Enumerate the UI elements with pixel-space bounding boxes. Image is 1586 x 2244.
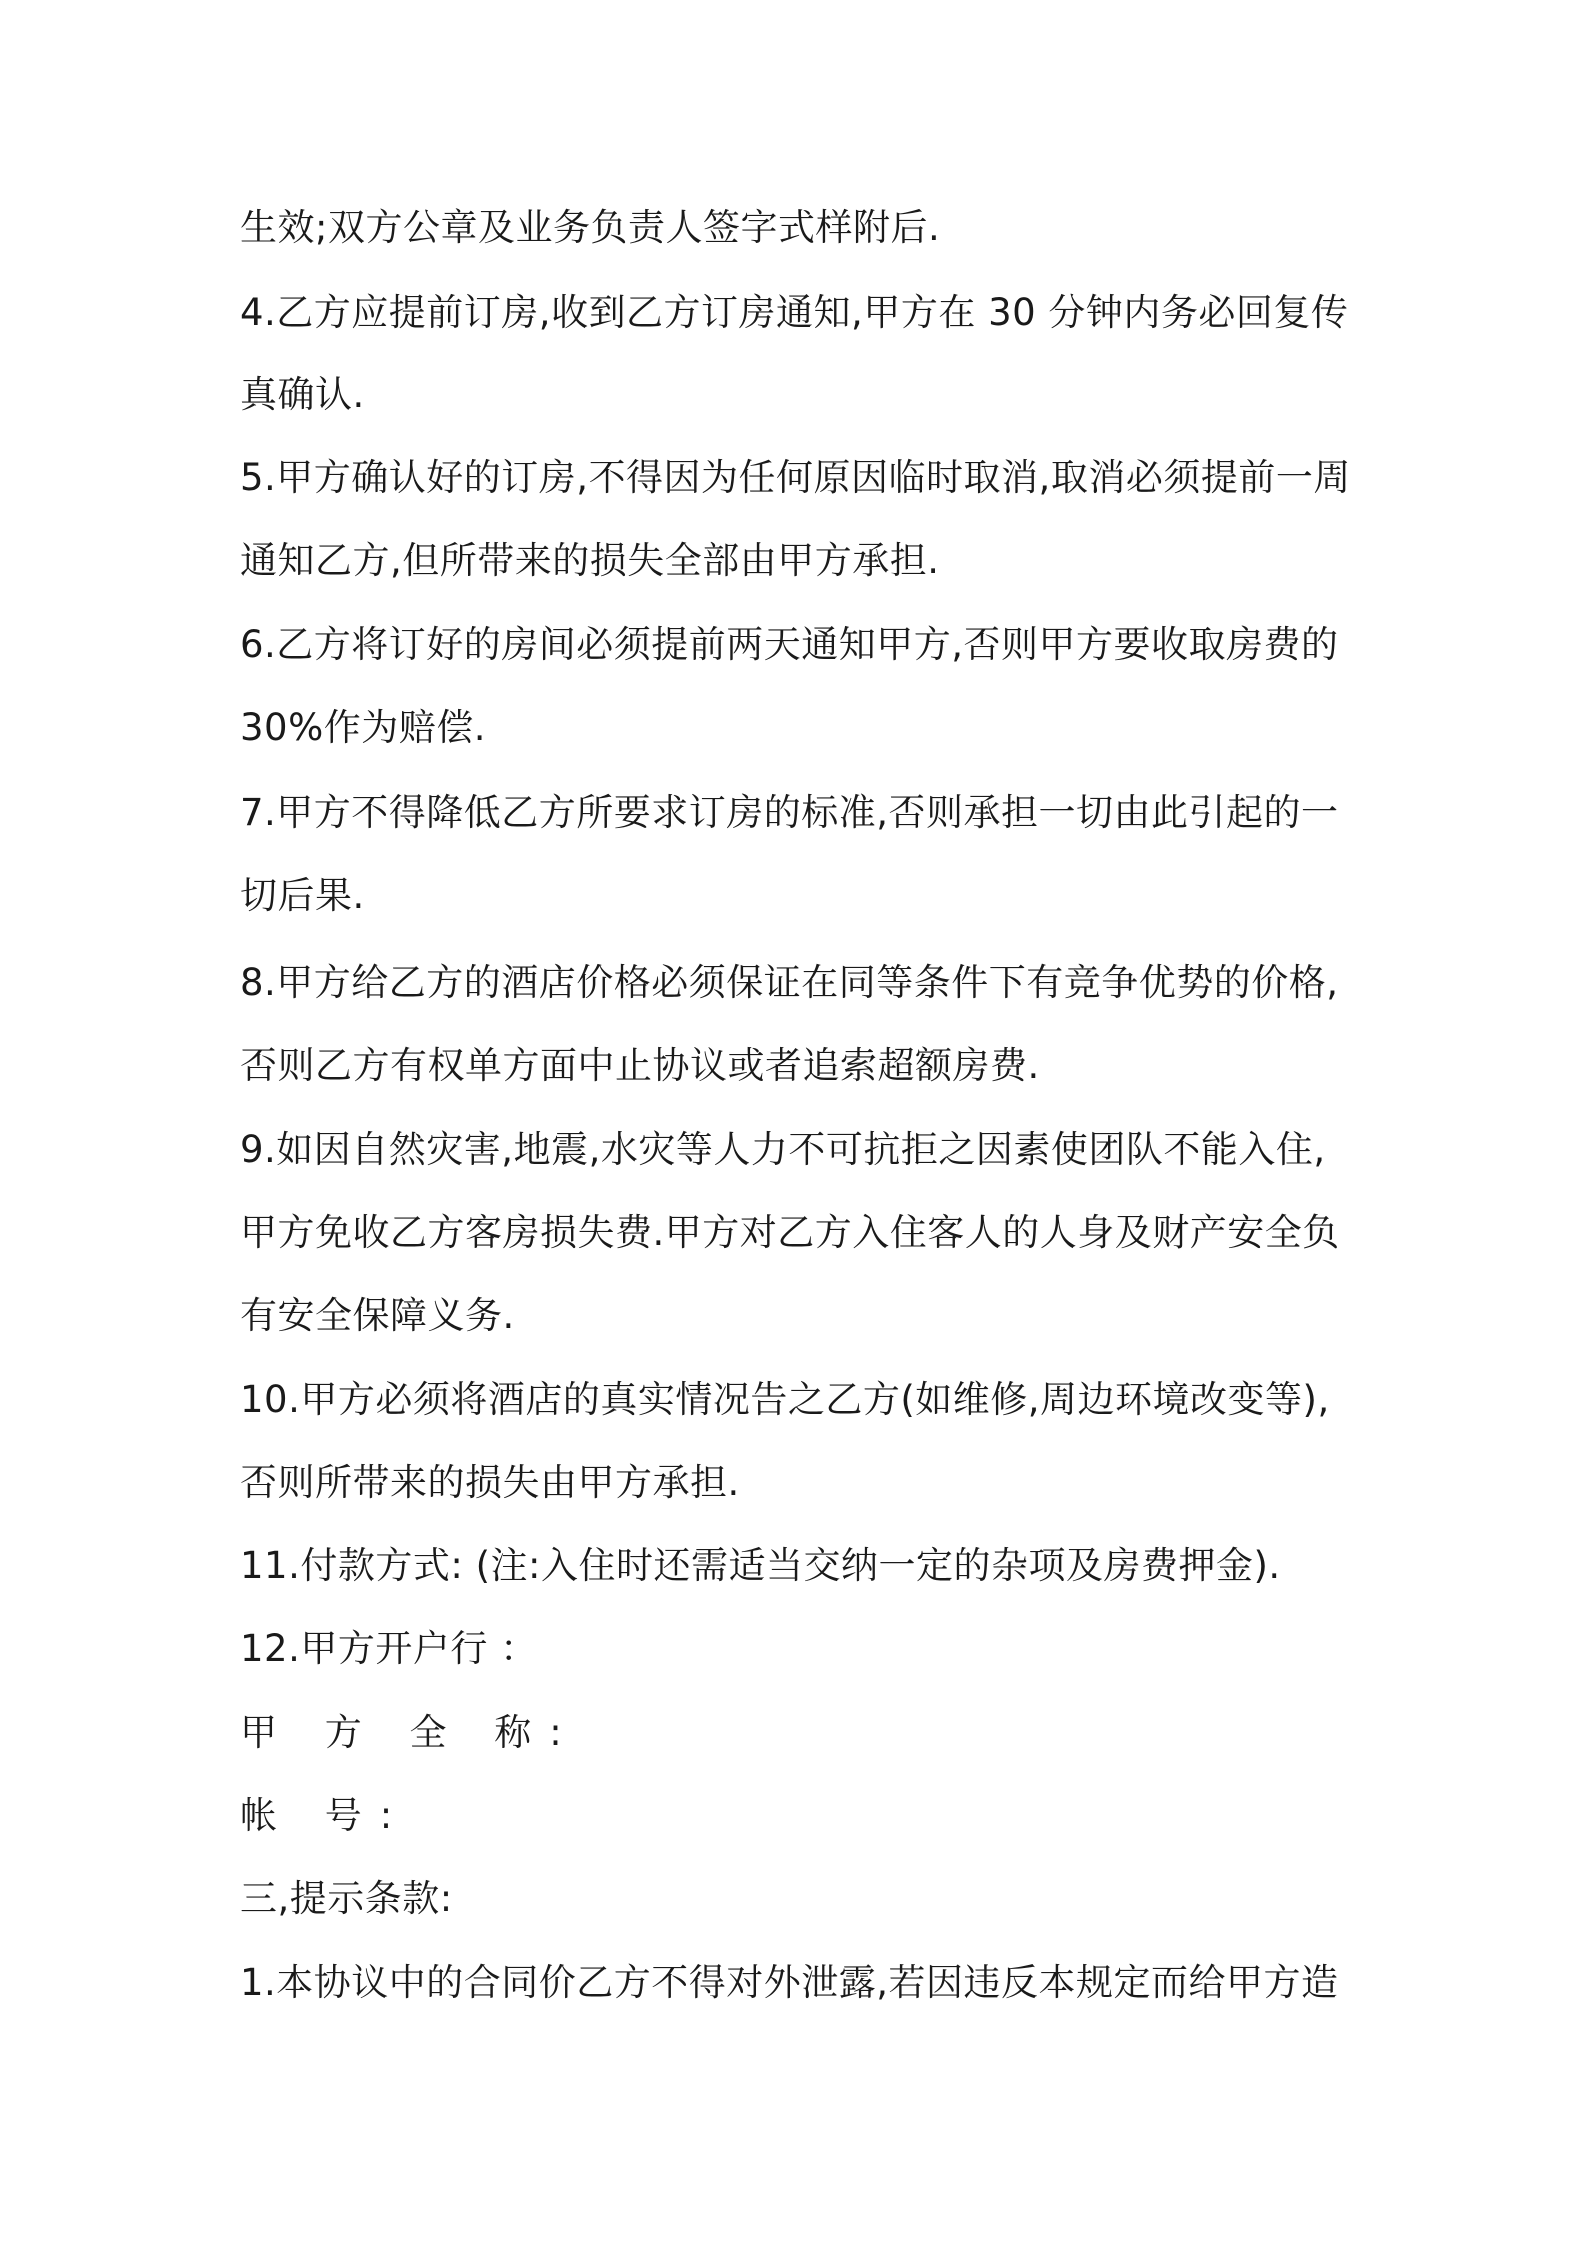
field-label-account-number: 帐 号: [240,1794,411,1837]
text-line: 甲方免收乙方客房损失费.甲方对乙方入住客人的人身及财产安全负 [240,1211,1340,1254]
text-line: 10.甲方必须将酒店的真实情况告之乙方(如维修,周边环境改变等), [240,1378,1330,1421]
section-heading: 三,提示条款: [240,1877,453,1920]
text-line: 8.甲方给乙方的酒店价格必须保证在同等条件下有竞争优势的价格, [240,961,1339,1004]
text-line: 6.乙方将订好的房间必须提前两天通知甲方,否则甲方要收取房费的 [240,623,1339,666]
text-line: 真确认. [240,373,365,416]
field-label-party-a-name: 甲 方 全 称: [240,1711,580,1754]
text-line: 有安全保障义务. [240,1294,515,1337]
text-line: 12.甲方开户行 ： [240,1627,538,1670]
text-line: 否则所带来的损失由甲方承担. [240,1461,740,1504]
text-line: 5.甲方确认好的订房,不得因为任何原因临时取消,取消必须提前一周 [240,456,1351,499]
text-line: 切后果. [240,874,365,917]
text-line: 9.如因自然灾害,地震,水灾等人力不可抗拒之因素使团队不能入住, [240,1128,1326,1171]
text-line: 30%作为赔偿. [240,706,486,749]
text-line: 4.乙方应提前订房,收到乙方订房通知,甲方在 30 分钟内务必回复传 [240,291,1349,334]
text-line: 11.付款方式: (注:入住时还需适当交纳一定的杂项及房费押金). [240,1544,1281,1587]
text-line: 否则乙方有权单方面中止协议或者追索超额房费. [240,1044,1040,1087]
text-line: 通知乙方,但所带来的损失全部由甲方承担. [240,539,940,582]
text-line: 生效;双方公章及业务负责人签字式样附后. [240,206,941,249]
text-line: 1.本协议中的合同价乙方不得对外泄露,若因违反本规定而给甲方造 [240,1961,1339,2004]
text-line: 7.甲方不得降低乙方所要求订房的标准,否则承担一切由此引起的一 [240,791,1339,834]
